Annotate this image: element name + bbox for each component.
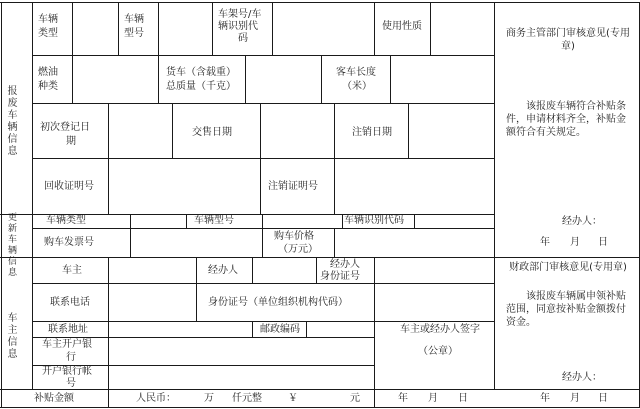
rule — [342, 214, 343, 228]
rule — [108, 389, 109, 407]
label-sign-day: 日 — [458, 393, 468, 404]
rule — [494, 2, 495, 389]
finance-approval-text: 该报废车辆属申领补贴范围，同意按补贴金额拨付资金。 — [506, 291, 626, 328]
rule — [32, 228, 494, 229]
label-postcode: 邮政编码 — [260, 324, 300, 335]
label-sign-month: 月 — [428, 393, 438, 404]
label-bank: 行 — [66, 352, 76, 363]
label-bank: 车主开户银 — [42, 339, 92, 350]
label-sign-year: 年 — [398, 393, 408, 404]
rule — [108, 103, 109, 158]
label-new-vehicle-vin: 车辆识别代码 — [344, 215, 404, 226]
label-vehicle-model: 型号 — [124, 28, 144, 39]
label-deregister-date: 注销日期 — [352, 127, 392, 138]
rule — [158, 55, 159, 103]
commerce-approval-title: 商务主管部门审核意见(专用章) — [506, 28, 630, 52]
label-usage: 使用性质 — [382, 21, 422, 32]
rule — [0, 389, 640, 390]
rule — [390, 55, 391, 103]
rule — [196, 257, 197, 283]
rule — [245, 55, 246, 103]
label-seal: （公章） — [418, 346, 458, 357]
label-handler-id: 经办人 — [330, 259, 360, 270]
section-label-report-vehicle: 报废车辆信息 — [7, 86, 18, 157]
label-bank-account: 号 — [66, 378, 76, 389]
rule — [130, 228, 131, 257]
rule — [334, 158, 335, 214]
label-delivery-date: 交售日期 — [192, 127, 232, 138]
rule — [262, 228, 263, 257]
rule — [0, 2, 640, 3]
rule — [321, 55, 322, 103]
label-address: 联系地址 — [48, 324, 88, 335]
rule — [32, 2, 33, 389]
label-recycle-cert: 回收证明号 — [44, 181, 94, 192]
label-finance-year: 年 — [540, 393, 550, 404]
rule — [108, 158, 109, 214]
rule — [32, 158, 494, 159]
section-label-owner: 车主信息 — [7, 313, 18, 360]
rule — [172, 103, 173, 158]
label-new-vehicle-type: 车辆类型 — [46, 215, 86, 226]
rule — [260, 158, 261, 214]
rule — [334, 228, 335, 257]
label-owner: 车主 — [62, 265, 82, 276]
rule — [408, 103, 409, 158]
label-wan: 万 — [204, 393, 214, 404]
label-vehicle-model: 车辆 — [124, 14, 144, 25]
label-vin: 码 — [238, 33, 248, 44]
rule — [374, 283, 375, 321]
rule — [212, 2, 213, 55]
rule — [130, 214, 131, 228]
rule — [374, 321, 375, 407]
rule — [0, 407, 640, 408]
label-signature: 车主或经办人签字 — [400, 324, 480, 335]
commerce-handler-label: 经办人： — [562, 216, 602, 227]
rule — [252, 321, 253, 337]
label-first-registration: 初次登记日 — [40, 122, 90, 133]
rule — [108, 257, 109, 283]
rule — [272, 2, 273, 55]
label-vehicle-type: 类型 — [38, 28, 58, 39]
section-label-new-vehicle: 更新车辆信息 — [7, 213, 17, 278]
label-id-number: 身份证号（单位组织机构代码） — [208, 297, 348, 308]
rule — [0, 257, 640, 258]
finance-handler-label: 经办人： — [562, 372, 602, 383]
label-handler: 经办人 — [208, 265, 238, 276]
rule — [32, 103, 494, 104]
rule — [108, 321, 109, 389]
label-first-registration: 期 — [66, 136, 76, 147]
label-finance-day: 日 — [598, 393, 608, 404]
commerce-year: 年 — [540, 237, 550, 248]
rule — [32, 283, 494, 284]
commerce-month: 月 — [570, 237, 580, 248]
label-handler-id: 身份证号 — [320, 271, 360, 282]
label-finance-month: 月 — [570, 393, 580, 404]
rule — [72, 2, 73, 55]
rule — [108, 283, 109, 321]
label-subsidy-amount: 补贴金额 — [34, 393, 74, 404]
rule — [430, 2, 431, 55]
rule — [118, 2, 119, 55]
rule — [1, 2, 2, 408]
rule — [260, 103, 261, 158]
finance-approval-title: 财政部门审核意见(专用章) — [509, 262, 627, 273]
label-bus-length: 客车长度 — [336, 67, 376, 78]
label-new-vehicle-model: 车辆型号 — [194, 215, 234, 226]
label-yen-sign: ￥ — [288, 393, 298, 404]
rule — [72, 55, 73, 103]
rule — [334, 103, 335, 158]
label-vehicle-type: 车辆 — [38, 14, 58, 25]
rule — [186, 214, 187, 228]
label-truck-weight: 总质量（千克） — [166, 81, 236, 92]
rule — [306, 321, 307, 337]
label-bus-length: （米） — [342, 81, 372, 92]
label-vin: 辆识别代 — [218, 21, 258, 32]
label-invoice-no: 购车发票号 — [44, 237, 94, 248]
rule — [374, 2, 375, 55]
commerce-day: 日 — [598, 237, 608, 248]
label-fuel-type: 种类 — [38, 81, 58, 92]
rule — [414, 214, 415, 228]
label-yuan: 元 — [350, 393, 360, 404]
label-purchase-price: 购车价格 — [274, 231, 314, 242]
rule — [32, 55, 494, 56]
rule — [374, 257, 375, 283]
label-purchase-price: （万元） — [278, 244, 318, 255]
label-rmb: 人民币： — [136, 393, 176, 404]
rule — [196, 283, 197, 321]
rule — [32, 337, 374, 338]
rule — [262, 214, 263, 228]
label-bank-account: 开户银行帐 — [42, 366, 92, 377]
label-vin: 车架号/车 — [218, 9, 262, 20]
rule — [32, 321, 494, 322]
rule — [158, 2, 159, 55]
label-fuel-type: 燃油 — [38, 67, 58, 78]
rule — [316, 257, 317, 283]
rule — [252, 257, 253, 283]
commerce-approval-text: 该报废车辆符合补贴条件，申请材料齐全，补贴金额符合有关规定。 — [506, 101, 626, 138]
label-deregister-cert: 注销证明号 — [268, 181, 318, 192]
label-qian-yuan-zheng: 仟元整 — [232, 393, 262, 404]
label-truck-weight: 货车（含载重） — [166, 67, 236, 78]
label-phone: 联系电话 — [50, 297, 90, 308]
